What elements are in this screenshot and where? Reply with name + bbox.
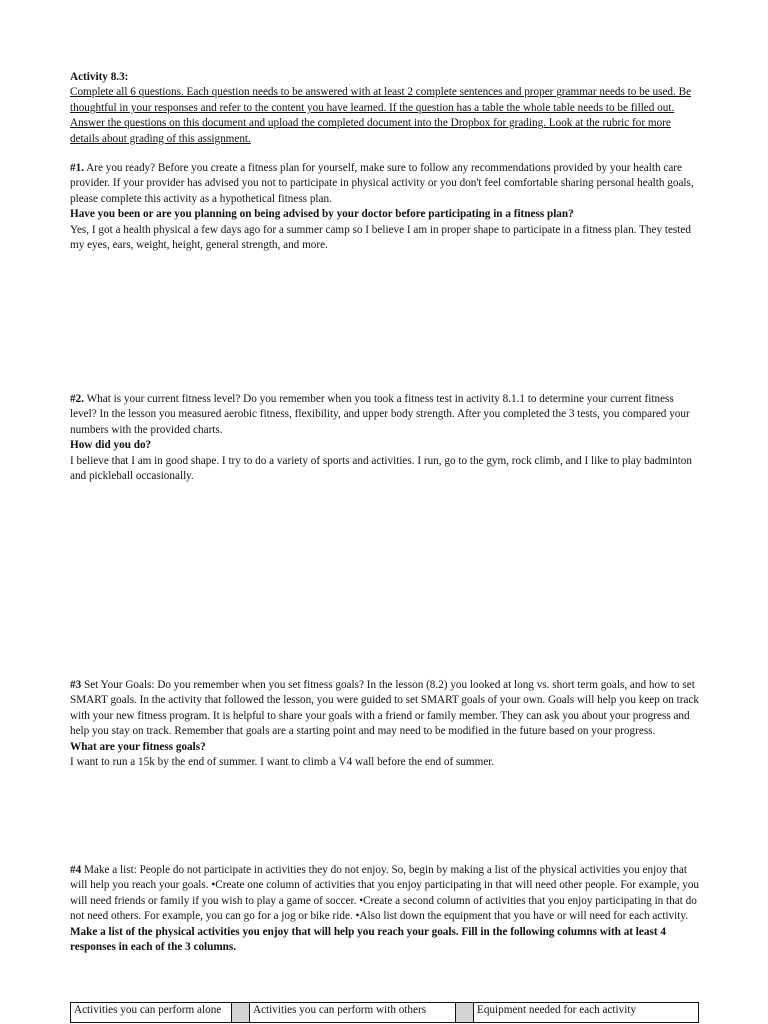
table-header-row (71, 1003, 699, 1023)
question-1-prompt-text: Are you ready? Before you create a fitness plan for yourself, make sure to follow any recommendations provided by your health care provider. If your provider has advised you not to participate in physical activity or you don't feel comfortable sharing personal health goals, please complete this activity as a hypothetical fitness plan. (70, 162, 694, 205)
question-4-prompt-text: Make a list: People do not participate in activities they do not enjoy. So, begin by making a list of the physical activities you enjoy that will help you reach your goals. •Create one column of activities that you enjoy participating in that will need other people. For example, you will need friends or family if you wish to play a game of soccer. •Create a second column of activities that you enjoy participating in that do not need others. For example, you can go for a jog or bike ride. •Also list down the equipment that you have or will need for each activity. (70, 864, 700, 923)
question-2-label: #2. (70, 393, 84, 405)
question-2-question: How did you do? (70, 439, 152, 452)
question-2-prompt (70, 392, 700, 438)
question-4 (70, 863, 700, 955)
activities-table (70, 1002, 698, 1023)
table-header-alone: Activities you can perform alone (71, 1003, 232, 1023)
question-4-question: Make a list of the physical activities you enjoy that will help you reach your goals. Fill in the following columns with at least 4 responses in each of the 3 columns. (70, 925, 666, 954)
question-1 (70, 161, 700, 253)
question-4-label: #4 (70, 864, 82, 876)
question-3-prompt-text: Set Your Goals: Do you remember when you set fitness goals? In the lesson (8.2) you looked at long vs. short term goals, and how to set SMART goals. In the activity that followed the lesson, you were guided to set SMART goals of your own. Goals will help you keep on track with your new fitness program. It is helpful to share your goals with a friend or family member. They can ask you about your progress and help you stay on track. Remember that goals are a starting point and may need to be modified in the future based on your progress. (70, 679, 699, 738)
activity-header (70, 70, 698, 147)
question-3-prompt (70, 678, 700, 740)
question-2-answer[interactable]: I believe that I am in good shape. I try to do a variety of sports and activities. I run, go to the gym, rock climb, and I like to play badminton and pickleball occasionally. (70, 454, 692, 483)
activity-title: Activity 8.3: (70, 71, 129, 83)
question-1-question: Have you been or are you planning on being advised by your doctor before participating in a fitness plan? (70, 208, 574, 221)
activity-instructions: Complete all 6 questions. Each question needs to be answered with at least 2 complete sentences and proper grammar needs to be used. Be thoughtful in your responses and refer to the content you have learned. If the question has a table the whole table needs to be filled out. Answer the questions on this document and upload the completed document into the Dropbox for grading. Look at the rubric for more details about grading of this assignment. (70, 86, 692, 145)
question-1-answer[interactable]: Yes, I got a health physical a few days ago for a summer camp so I believe I am in proper shape to participate in a fitness plan. They tested my eyes, ears, weight, height, general strength, and more. (70, 223, 691, 252)
question-3-answer[interactable]: I want to run a 15k by the end of summer. I want to climb a V4 wall before the end of summer. (70, 756, 495, 769)
question-4-prompt (70, 863, 700, 925)
table-header-with-others: Activities you can perform with others (250, 1003, 456, 1023)
table-spacer (232, 1003, 250, 1023)
table-header-equipment: Equipment needed for each activity (474, 1003, 699, 1023)
question-2-prompt-text: What is your current fitness level? Do you remember when you took a fitness test in activity 8.1.1 to determine your current fitness level? In the lesson you measured aerobic fitness, flexibility, and upper body strength. After you completed the 3 tests, you compared your numbers with the provided charts. (70, 393, 690, 436)
question-1-label: #1. (70, 162, 84, 174)
question-2 (70, 392, 700, 484)
question-3-label: #3 (70, 679, 82, 691)
question-3 (70, 678, 700, 770)
question-3-question: What are your fitness goals? (70, 740, 206, 753)
question-1-prompt (70, 161, 700, 207)
table-spacer (456, 1003, 474, 1023)
